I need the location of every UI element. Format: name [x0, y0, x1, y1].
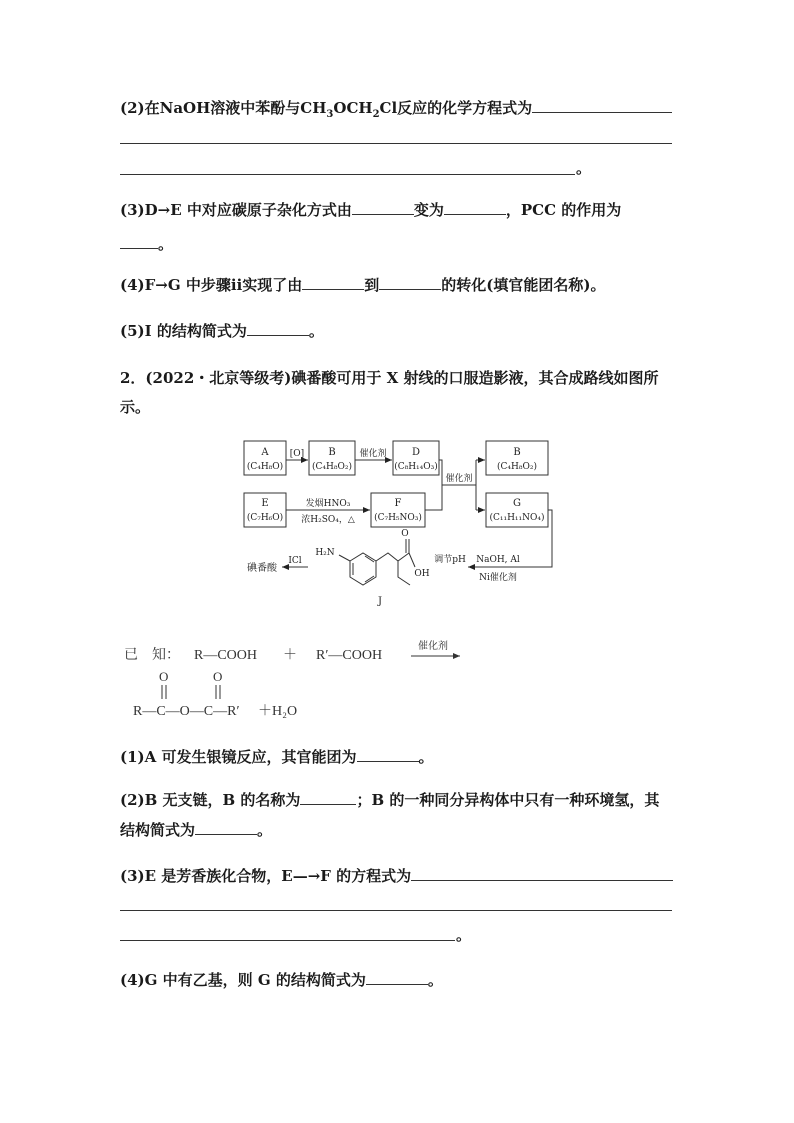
label-J: J: [377, 596, 383, 607]
q2-text-c: Cl反应的化学方程式为: [379, 99, 533, 117]
q3-text-b: 变为: [413, 201, 444, 219]
sub-question-1: [120, 747, 434, 767]
reagent-E-F-1: 发烟HNO₃: [305, 499, 351, 509]
sub-question-4: [120, 970, 443, 990]
label-A: A: [261, 447, 269, 458]
reagent-G-J-1: NaOH, Al: [476, 555, 520, 565]
answer-blank[interactable]: [300, 790, 356, 805]
label-B2: B: [513, 447, 521, 458]
anhydride-product: R—C—O—C—R′: [133, 704, 240, 719]
q3-text-c: ，PCC 的作用为: [505, 201, 622, 219]
acid-oh-bond: [409, 553, 415, 567]
J-oxygen: O: [401, 529, 409, 539]
known-reaction: [0, 628, 794, 728]
carbonyl-O-1: O: [159, 669, 169, 684]
s4-period: 。: [427, 971, 443, 989]
s4-text: (4)G 中有乙基，则 G 的结构简式为: [120, 971, 366, 989]
side-chain: [376, 553, 409, 561]
q4-text-a: (4)F→G 中步骤ⅱ实现了由: [120, 276, 303, 294]
reactant-2: R′—COOH: [316, 648, 383, 663]
reagent-ICl: ICl: [288, 556, 302, 566]
q2-sub-1: 3: [326, 109, 334, 120]
J-hydroxyl: OH: [414, 569, 430, 579]
benzene-ring: [350, 553, 376, 585]
answer-rule[interactable]: [120, 940, 455, 941]
label-B: B: [328, 447, 336, 458]
answer-rule[interactable]: [120, 910, 672, 911]
s2-text-a: (2)B 无支链，B 的名称为: [120, 791, 301, 809]
label-D: D: [411, 447, 421, 458]
sub-question-2-line-1: [120, 790, 659, 810]
q2-period: 。: [576, 159, 592, 177]
answer-blank[interactable]: [357, 747, 419, 762]
reagent-G-J-2: Ni催化剂: [479, 573, 517, 583]
sub-question-3: [120, 866, 673, 886]
plus-sign: ＋: [283, 648, 297, 663]
problem-2-line-1: 2．(2022・北京等级考)碘番酸可用于 X 射线的口服造影液，其合成路线如图所: [120, 369, 659, 387]
q2-text-a: (2)在NaOH溶液中苯酚与CH: [120, 99, 327, 117]
q2-sub-2: 2: [372, 109, 380, 120]
q5-period: 。: [308, 322, 324, 340]
reactant-1: R—COOH: [194, 648, 258, 663]
water-product: ＋H₂O: [258, 704, 298, 719]
amine-bond: [339, 555, 350, 561]
reagent-D-B2: 催化剂: [445, 474, 473, 484]
label-F: F: [394, 498, 402, 509]
q4-text-c: 的转化(填官能团名称)。: [441, 276, 606, 294]
sub-question-2-line-2: [120, 820, 272, 840]
s1-text: (1)A 可发生银镜反应，其官能团为: [120, 748, 357, 766]
ethyl-group: [398, 561, 410, 585]
s3-period: 。: [456, 926, 472, 944]
formula-A: (C₄H₈O): [246, 462, 284, 472]
product-name: 碘番酸: [247, 563, 277, 574]
formula-B2: (C₄H₈O₂): [497, 462, 537, 472]
formula-D: (C₈H₁₄O₃): [394, 462, 438, 472]
label-G: G: [513, 498, 521, 509]
known-label: 已 知：: [124, 648, 180, 663]
s2-period: 。: [257, 821, 273, 839]
catalyst-label: 催化剂: [418, 641, 448, 652]
s3-text: (3)E 是芳香族化合物，E—→F 的方程式为: [120, 867, 412, 885]
answer-blank[interactable]: [195, 820, 257, 835]
reagent-A-B: [O]: [289, 449, 305, 459]
q3-period: 。: [158, 235, 174, 253]
carbonyl-O-2: O: [213, 669, 223, 684]
J-amine: H₂N: [315, 548, 335, 558]
formula-F: (C₇H₅NO₃): [374, 513, 422, 523]
s2-text-c: 结构简式为: [120, 821, 196, 839]
formula-G: (C₁₁H₁₁NO₄): [489, 513, 545, 523]
reagent-E-F-2: 浓H₂SO₄，△: [301, 515, 355, 525]
formula-B: (C₄H₈O₂): [312, 462, 352, 472]
q3-text-a: (3)D→E 中对应碳原子杂化方式由: [120, 201, 352, 219]
s2-text-b: ；B 的一种同分异构体中只有一种环境氢，其: [356, 791, 660, 809]
answer-blank[interactable]: [411, 866, 673, 881]
q2-text-b: OCH: [333, 99, 373, 117]
problem-2-line-2: 示。: [120, 398, 151, 416]
formula-E: (C₇H₆O): [246, 513, 284, 523]
q5-text-a: (5)I 的结构简式为: [120, 322, 247, 340]
answer-blank[interactable]: [366, 970, 428, 985]
label-E: E: [261, 498, 269, 509]
reagent-pH: 调节pH: [434, 555, 466, 565]
q4-text-b: 到: [364, 276, 380, 294]
reagent-B-D: 催化剂: [359, 449, 387, 459]
s1-period: 。: [418, 748, 434, 766]
